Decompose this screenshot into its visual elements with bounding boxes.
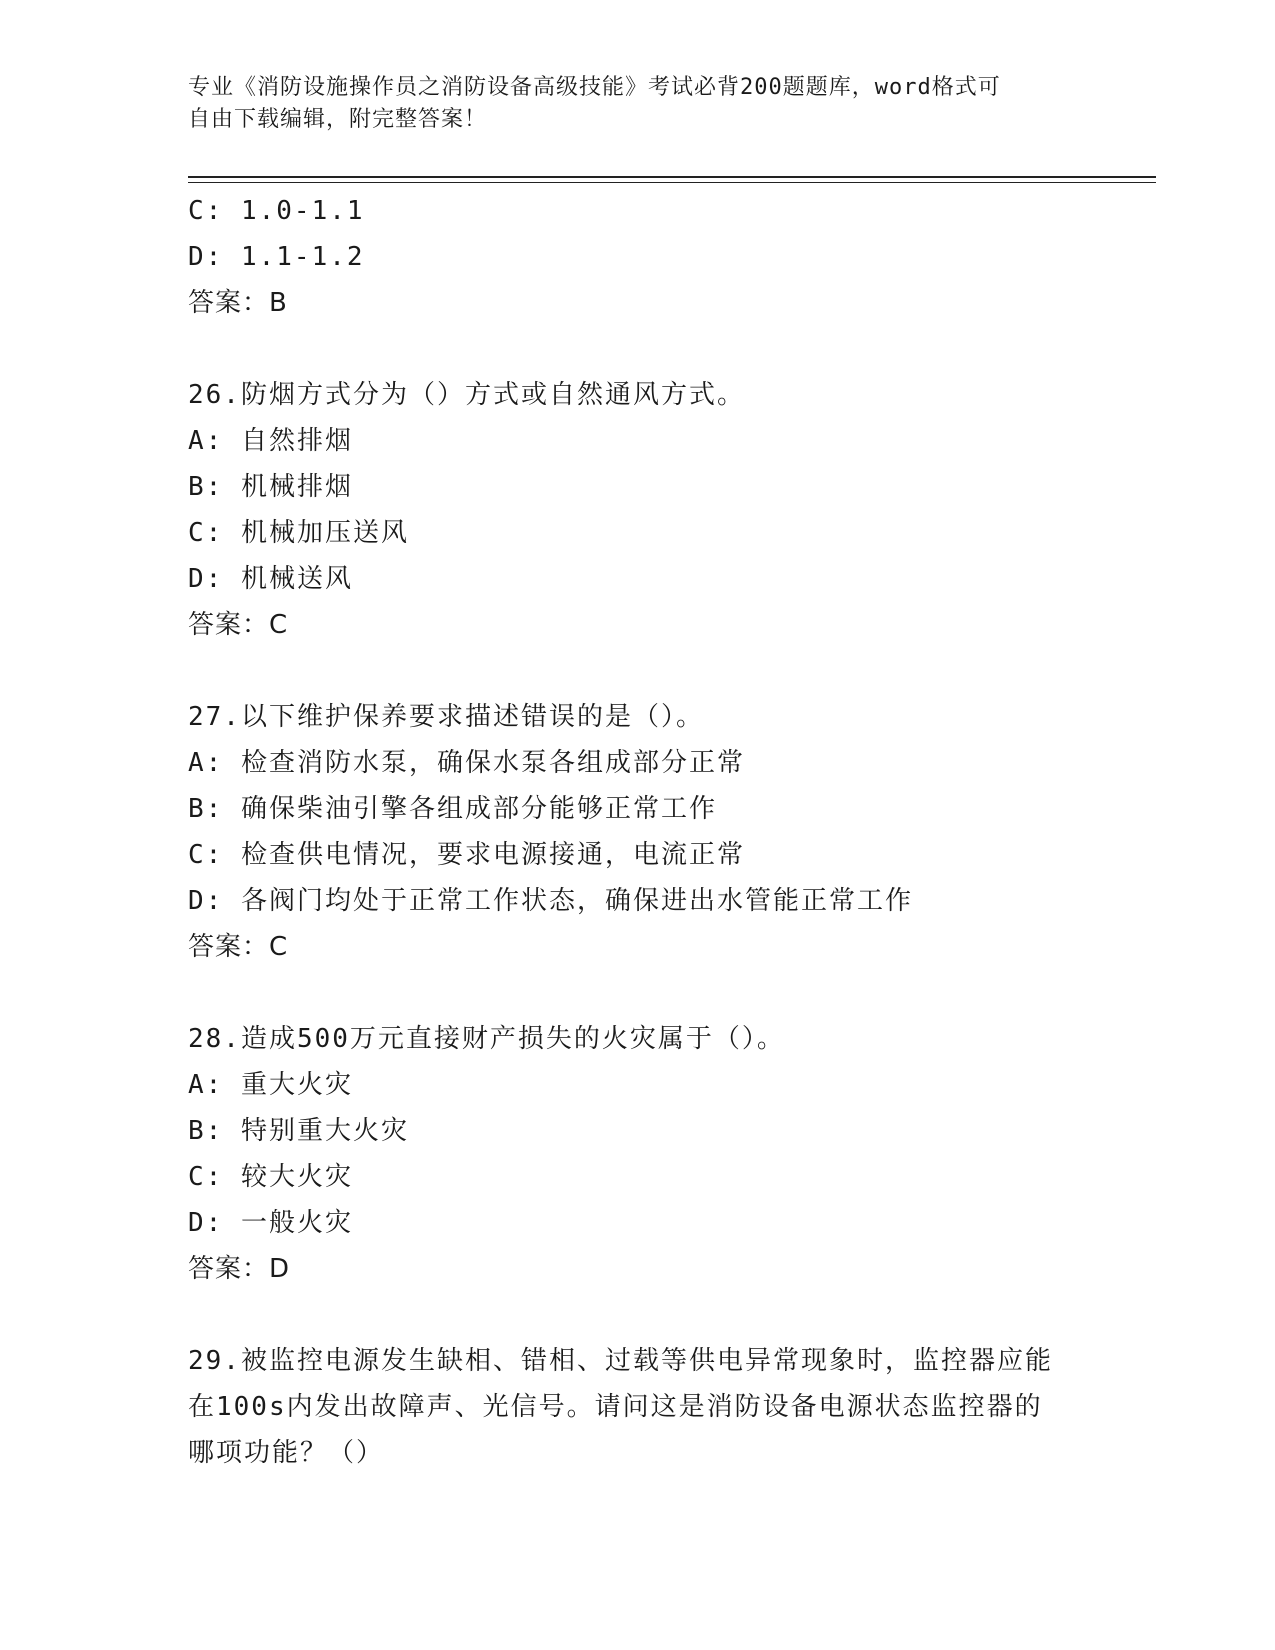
option-a: A: 检查消防水泵，确保水泵各组成部分正常: [188, 748, 745, 778]
question-list: [188, 188, 1088, 1476]
question-block-29: [188, 1338, 1088, 1476]
option-c: C: 检查供电情况，要求电源接通，电流正常: [188, 840, 745, 870]
question-stem: 26.防烟方式分为（）方式或自然通风方式。: [188, 380, 745, 410]
option-a: A: 自然排烟: [188, 426, 353, 456]
option-b: B: 机械排烟: [188, 472, 353, 502]
option-c: C: 1.0-1.1: [188, 196, 365, 226]
answer-line: 答案：C: [188, 932, 289, 962]
option-d: D: 1.1-1.2: [188, 242, 365, 272]
question-stem-line-2: 在100s内发出故障声、光信号。请问这是消防设备电源状态监控器的: [188, 1392, 1043, 1422]
question-stem-line-1: 29.被监控电源发生缺相、错相、过载等供电异常现象时，监控器应能: [188, 1346, 1053, 1376]
header-line-1: 专业《消防设施操作员之消防设备高级技能》考试必背200题题库，word格式可: [188, 75, 1001, 100]
question-stem-line-3: 哪项功能？（）: [188, 1438, 385, 1468]
answer-line: 答案：D: [188, 1254, 291, 1284]
question-block-continued: [188, 188, 1088, 326]
option-b: B: 确保柴油引擎各组成部分能够正常工作: [188, 794, 717, 824]
option-c: C: 机械加压送风: [188, 518, 409, 548]
spacer: [188, 326, 1088, 372]
spacer: [188, 648, 1088, 694]
option-d: D: 一般火灾: [188, 1208, 353, 1238]
document-header: [188, 72, 1088, 136]
option-b: B: 特别重大火灾: [188, 1116, 409, 1146]
option-d: D: 机械送风: [188, 564, 353, 594]
header-line-2: 自由下载编辑，附完整答案！: [188, 107, 488, 132]
answer-line: 答案：C: [188, 610, 289, 640]
option-a: A: 重大火灾: [188, 1070, 353, 1100]
question-block-27: [188, 694, 1088, 970]
spacer: [188, 970, 1088, 1016]
header-divider-thick: [188, 176, 1156, 178]
header-divider-thin: [188, 182, 1156, 183]
question-block-28: [188, 1016, 1088, 1292]
option-c: C: 较大火灾: [188, 1162, 353, 1192]
option-d: D: 各阀门均处于正常工作状态，确保进出水管能正常工作: [188, 886, 913, 916]
answer-line: 答案：B: [188, 288, 288, 318]
question-block-26: [188, 372, 1088, 648]
spacer: [188, 1292, 1088, 1338]
question-stem: 28.造成500万元直接财产损失的火灾属于（）。: [188, 1024, 785, 1054]
question-stem: 27.以下维护保养要求描述错误的是（）。: [188, 702, 704, 732]
